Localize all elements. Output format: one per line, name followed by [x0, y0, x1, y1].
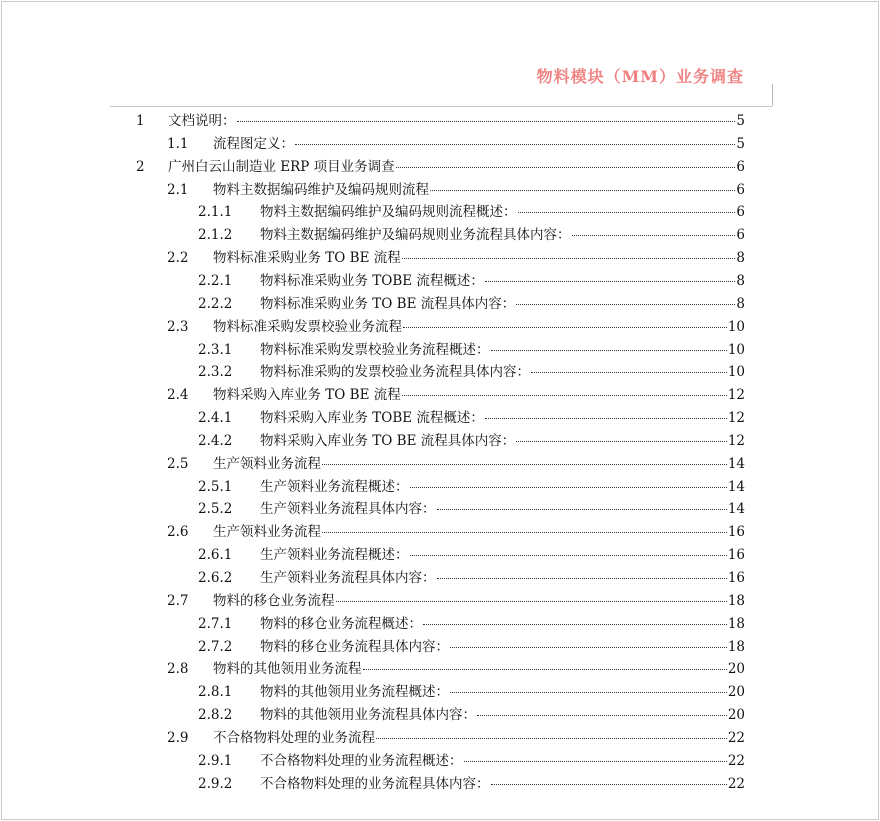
toc-leader-dots — [423, 624, 727, 625]
toc-entry-title: 物料采购入库业务 TOBE 流程概述： — [260, 410, 484, 427]
toc-entry-page-number: 14 — [727, 478, 745, 495]
toc-entry-number: 2.2.2 — [198, 295, 233, 312]
toc-entry-number: 1.1 — [167, 135, 189, 152]
toc-entry-title: 生产领料业务流程 — [213, 524, 321, 541]
toc-entry-title: 不合格物料处理的业务流程概述： — [260, 752, 463, 769]
toc-entry-page-number: 8 — [736, 295, 745, 312]
toc-entry-number: 2.4.1 — [198, 410, 233, 427]
toc-entry-title: 流程图定义： — [213, 135, 294, 152]
toc-leader-dots — [485, 281, 735, 282]
toc-entry-number: 2.3 — [167, 318, 189, 335]
toc-entry[interactable] — [0, 543, 745, 565]
toc-entry-title: 物料主数据编码维护及编码规则流程概述： — [260, 204, 517, 221]
toc-entry[interactable] — [0, 429, 745, 451]
toc-entry-page-number: 14 — [727, 501, 745, 518]
toc-leader-dots — [485, 418, 727, 419]
toc-entry-number: 2.8.2 — [198, 707, 233, 724]
toc-entry-page-number: 6 — [736, 227, 745, 244]
toc-entry-title: 生产领料业务流程具体内容： — [260, 570, 436, 586]
toc-entry-number: 2.3.2 — [198, 364, 233, 381]
toc-entry-number: 2.6.1 — [198, 547, 233, 564]
toc-leader-dots — [437, 509, 727, 510]
toc-entry-page-number: 8 — [736, 250, 745, 267]
toc-entry-page-number: 20 — [727, 707, 745, 724]
header-divider — [110, 106, 772, 107]
toc-entry[interactable] — [0, 178, 745, 200]
toc-entry-title: 不合格物料处理的业务流程 — [213, 729, 375, 746]
toc-entry-title: 生产领料业务流程概述： — [260, 478, 409, 495]
toc-entry-title: 物料的移仓业务流程 — [213, 592, 335, 609]
toc-entry-title: 生产领料业务流程 — [213, 455, 321, 472]
toc-entry-page-number: 18 — [727, 638, 745, 655]
toc-leader-dots — [410, 487, 727, 488]
toc-leader-dots — [336, 601, 727, 602]
toc-entry-title: 物料标准采购发票校验业务流程概述： — [260, 341, 490, 358]
toc-leader-dots — [464, 761, 727, 762]
toc-leader-dots — [295, 144, 735, 145]
toc-leader-dots — [402, 258, 736, 259]
toc-entry[interactable] — [0, 292, 745, 314]
toc-entry[interactable] — [0, 520, 745, 542]
toc-entry-number: 2.9.1 — [198, 752, 233, 769]
toc-entry[interactable] — [0, 315, 745, 337]
toc-entry-title: 物料主数据编码维护及编码规则流程 — [213, 181, 429, 198]
toc-entry-number: 2.2 — [167, 250, 189, 267]
toc-entry-number: 2.3.1 — [198, 341, 233, 358]
toc-entry-page-number: 22 — [727, 752, 745, 769]
toc-entry-number: 2.5.2 — [198, 501, 233, 518]
toc-entry-title: 物料标准采购业务 TOBE 流程概述： — [260, 272, 484, 289]
toc-entry-page-number: 10 — [727, 341, 745, 358]
toc-entry-title: 物料标准采购业务 TO BE 流程 — [213, 250, 401, 267]
toc-entry-title: 物料的移仓业务流程具体内容： — [260, 638, 449, 655]
toc-entry-page-number: 10 — [727, 318, 745, 335]
toc-entry[interactable] — [0, 635, 745, 657]
toc-entry-title: 物料主数据编码维护及编码规则业务流程具体内容： — [260, 227, 571, 244]
toc-leader-dots — [410, 555, 727, 556]
toc-entry[interactable] — [0, 155, 745, 177]
toc-entry[interactable] — [0, 566, 745, 588]
toc-leader-dots — [491, 784, 727, 785]
toc-entry-title: 物料标准采购业务 TO BE 流程具体内容： — [260, 295, 516, 312]
toc-entry-title: 广州白云山制造业 ERP 项目业务调查 — [168, 158, 395, 175]
toc-entry-page-number: 5 — [736, 113, 745, 129]
toc-leader-dots — [402, 395, 727, 396]
toc-entry-title: 生产领料业务流程具体内容： — [260, 501, 436, 518]
toc-entry-title: 物料标准采购的发票校验业务流程具体内容： — [260, 364, 530, 381]
toc-entry[interactable] — [0, 475, 745, 497]
toc-leader-dots — [363, 669, 727, 670]
toc-entry[interactable] — [0, 360, 745, 382]
toc-entry-number: 2.1 — [167, 181, 189, 198]
toc-entry-number: 2.6 — [167, 524, 189, 541]
toc-entry-number: 2.4.2 — [198, 432, 233, 449]
toc-entry-title: 物料的其他领用业务流程具体内容： — [260, 707, 476, 724]
toc-entry-number: 2.8.1 — [198, 684, 233, 701]
toc-entry-number: 2.1.2 — [198, 227, 233, 244]
toc-entry[interactable] — [0, 200, 745, 222]
toc-entry-number: 1 — [136, 113, 145, 129]
toc-entry-page-number: 18 — [727, 615, 745, 632]
toc-entry[interactable] — [0, 703, 745, 725]
toc-entry-page-number: 18 — [727, 592, 745, 609]
toc-leader-dots — [516, 304, 735, 305]
toc-entry-number: 2.4 — [167, 387, 189, 404]
toc-leader-dots — [322, 464, 727, 465]
margin-corner-mark — [742, 84, 773, 106]
toc-leader-dots — [477, 715, 727, 716]
toc-entry[interactable] — [0, 726, 745, 748]
toc-entry-page-number: 6 — [736, 181, 745, 198]
toc-leader-dots — [376, 738, 727, 739]
toc-leader-dots — [516, 441, 727, 442]
toc-entry-page-number: 20 — [727, 684, 745, 701]
toc-leader-dots — [437, 578, 727, 579]
toc-entry[interactable] — [0, 269, 745, 291]
toc-entry-number: 2.9.2 — [198, 775, 233, 792]
toc-entry[interactable] — [0, 406, 745, 428]
toc-entry[interactable] — [0, 132, 745, 154]
toc-entry-title: 物料的移仓业务流程概述： — [260, 615, 422, 632]
toc-entry[interactable] — [0, 589, 745, 611]
toc-entry-number: 2.1.1 — [198, 204, 233, 221]
toc-entry-title: 物料采购入库业务 TO BE 流程 — [213, 387, 401, 404]
toc-leader-dots — [237, 121, 736, 122]
toc-entry[interactable] — [0, 749, 745, 771]
toc-entry-title: 文档说明： — [168, 113, 236, 129]
toc-entry-page-number: 16 — [727, 570, 745, 586]
toc-entry-number: 2.7 — [167, 592, 189, 609]
toc-leader-dots — [322, 532, 727, 533]
toc-entry-page-number: 6 — [736, 158, 745, 175]
toc-entry-number: 2 — [136, 158, 145, 175]
toc-entry-number: 2.5 — [167, 455, 189, 472]
toc-leader-dots — [531, 372, 727, 373]
toc-entry-title: 生产领料业务流程概述： — [260, 547, 409, 564]
toc-entry-page-number: 5 — [736, 135, 745, 152]
toc-leader-dots — [396, 167, 736, 168]
toc-entry[interactable] — [0, 338, 745, 360]
document-header-title: 物料模块（MM）业务调查 — [536, 67, 744, 86]
toc-leader-dots — [450, 692, 727, 693]
toc-entry-page-number: 6 — [736, 204, 745, 221]
toc-entry-page-number: 8 — [736, 272, 745, 289]
toc-leader-dots — [491, 350, 727, 351]
toc-leader-dots — [450, 647, 727, 648]
toc-entry-page-number: 22 — [727, 729, 745, 746]
toc-entry[interactable] — [0, 109, 745, 131]
toc-leader-dots — [518, 212, 736, 213]
toc-entry[interactable] — [0, 772, 745, 794]
toc-entry[interactable] — [0, 452, 745, 474]
toc-entry-number: 2.5.1 — [198, 478, 233, 495]
toc-entry-title: 不合格物料处理的业务流程具体内容： — [260, 775, 490, 792]
toc-entry-title: 物料采购入库业务 TO BE 流程具体内容： — [260, 432, 516, 449]
toc-entry-number: 2.2.1 — [198, 272, 233, 289]
toc-entry[interactable] — [0, 680, 745, 702]
toc-leader-dots — [572, 235, 736, 236]
toc-entry-title: 物料的其他领用业务流程概述： — [260, 684, 449, 701]
toc-entry-page-number: 20 — [727, 661, 745, 678]
toc-leader-dots — [403, 327, 727, 328]
toc-entry[interactable] — [0, 657, 745, 679]
toc-leader-dots — [430, 190, 735, 191]
toc-entry[interactable] — [0, 223, 745, 245]
toc-entry-number: 2.7.2 — [198, 638, 233, 655]
toc-entry-number: 2.9 — [167, 729, 189, 746]
toc-entry-page-number: 12 — [727, 432, 745, 449]
toc-entry-number: 2.6.2 — [198, 570, 233, 586]
toc-entry-page-number: 12 — [727, 387, 745, 404]
toc-entry[interactable] — [0, 497, 745, 519]
toc-entry-page-number: 10 — [727, 364, 745, 381]
toc-entry-page-number: 22 — [727, 775, 745, 792]
toc-entry[interactable] — [0, 612, 745, 634]
toc-entry-page-number: 12 — [727, 410, 745, 427]
toc-entry-number: 2.7.1 — [198, 615, 233, 632]
toc-entry-title: 物料的其他领用业务流程 — [213, 661, 362, 678]
toc-entry-page-number: 16 — [727, 547, 745, 564]
toc-entry-number: 2.8 — [167, 661, 189, 678]
toc-entry[interactable] — [0, 246, 745, 268]
toc-entry-title: 物料标准采购发票校验业务流程 — [213, 318, 402, 335]
toc-entry[interactable] — [0, 383, 745, 405]
toc-entry-page-number: 14 — [727, 455, 745, 472]
toc-entry-page-number: 16 — [727, 524, 745, 541]
